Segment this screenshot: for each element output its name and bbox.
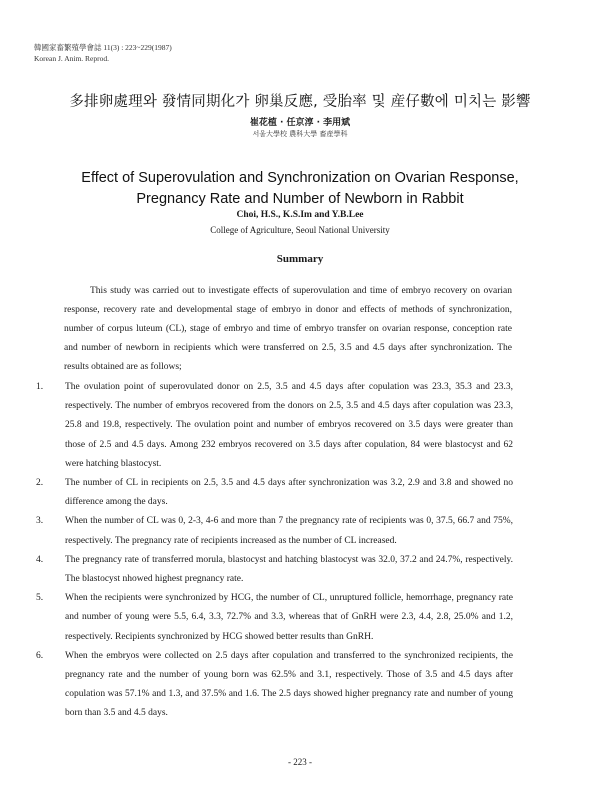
result-item <box>36 378 513 474</box>
result-text: The number of CL in recipients on 2.5, 3.5 and 4.5 days after synchronization was 3.2, 2.9 and 3.8 and showed no difference among the days. <box>65 478 513 508</box>
result-number: 4. <box>36 554 44 565</box>
result-text: The ovulation point of superovulated donor on 2.5, 3.5 and 4.5 days after copulation was 23.3, 35.3 and 23.3, respectively. The number of embryos recovered from the donors on 2.5, 3.5 and 4.5 days after copulation was 23.3, 25.8 and 19.8, respectively. The ovulation point and number of embryos recovered on 3.5 days were greater than those of 2.5 and 4.5 days. Among 232 embryos recovered on 3.5 days after copulation, 84 were blastocyst and 62 were hatching blastocyst. <box>65 382 513 469</box>
korean-title: 多排卵處理와 發情同期化가 卵巢反應, 受胎率 및 産仔數에 미치는 影響 <box>69 94 531 110</box>
english-title-line-2: Pregnancy Rate and Number of Newborn in Rabbit <box>136 191 464 207</box>
result-item <box>36 551 513 589</box>
journal-citation-en: Korean J. Anim. Reprod. <box>34 54 109 63</box>
english-authors: Choi, H.S., K.S.Im and Y.B.Lee <box>236 210 364 220</box>
result-text: When the embryos were collected on 2.5 days after copulation and transferred to the synchronized recipients, the pregnancy rate and the number of young born was 62.5% and 3.1, respectively. Those of 3.5 and 4.5 days after copulation was 57.1% and 1.3, and 37.5% and 1.6. The 2.5 days showed higher pregnancy rate and number of young born than 3.5 and 4.5 days. <box>65 650 513 719</box>
journal-citation-ko: 韓國家畜繁殖學會誌 11(3) : 223~229(1987) <box>34 43 172 52</box>
abstract-paragraph: This study was carried out to investigate effects of superovulation and time of embryo recovery on ovarian response, recovery rate and developmental stage of embryo in donor and effects of methods of synchronization, number of corpus luteum (CL), stage of embryo and time of embryo transfer on ovarian response, conception rate and number of newborn in recipients which were transferred on 2.5, 3.5 and 4.5 days after synchronization. The results obtained are as follows; <box>64 286 512 372</box>
result-text: The pregnancy rate of transferred morula, blastocyst and hatching blastocyst was 32.0, 37.2 and 24.7%, respectively. The blastocyst nhowed highest pregnancy rate. <box>65 554 513 585</box>
result-text: When the recipients were synchronized by HCG, the number of CL, unruptured follicle, hemorrhage, pregnancy rate and number of young were 5.5, 6.4, 3.3, 72.7% and 3.3, whereas that of GnRH were 2.3, 4.4, 2.8, 25.0% and 1.2, respectively. Recipients synchronized by HCG showed better results than GnRH. <box>65 593 513 642</box>
result-number: 6. <box>36 650 44 661</box>
summary-heading: Summary <box>276 253 324 265</box>
english-title <box>0 168 600 210</box>
english-title-line-1: Effect of Superovulation and Synchronization on Ovarian Response, <box>81 170 519 186</box>
result-number: 1. <box>36 382 44 392</box>
result-item <box>36 647 513 724</box>
page-number: - 223 - <box>288 757 312 767</box>
result-item <box>36 474 513 512</box>
result-number: 3. <box>36 516 44 527</box>
result-number: 5. <box>36 593 44 604</box>
journal-header <box>34 42 172 64</box>
result-item <box>36 589 513 647</box>
result-text: When the number of CL was 0, 2-3, 4-6 and more than 7 the pregnancy rate of recipients was 0, 37.5, 66.7 and 75%, respectively. The pregnancy rate of recipients increased as the number of CL increased. <box>65 516 513 546</box>
korean-affiliation: 서울大學校 農科大學 畜産學科 <box>252 130 348 138</box>
korean-authors: 崔花植 · 任京淳 · 李用斌 <box>249 118 351 128</box>
result-number: 2. <box>36 478 44 489</box>
english-affiliation: College of Agriculture, Seoul National University <box>210 225 390 235</box>
results-list <box>36 378 513 724</box>
result-item <box>36 512 513 550</box>
